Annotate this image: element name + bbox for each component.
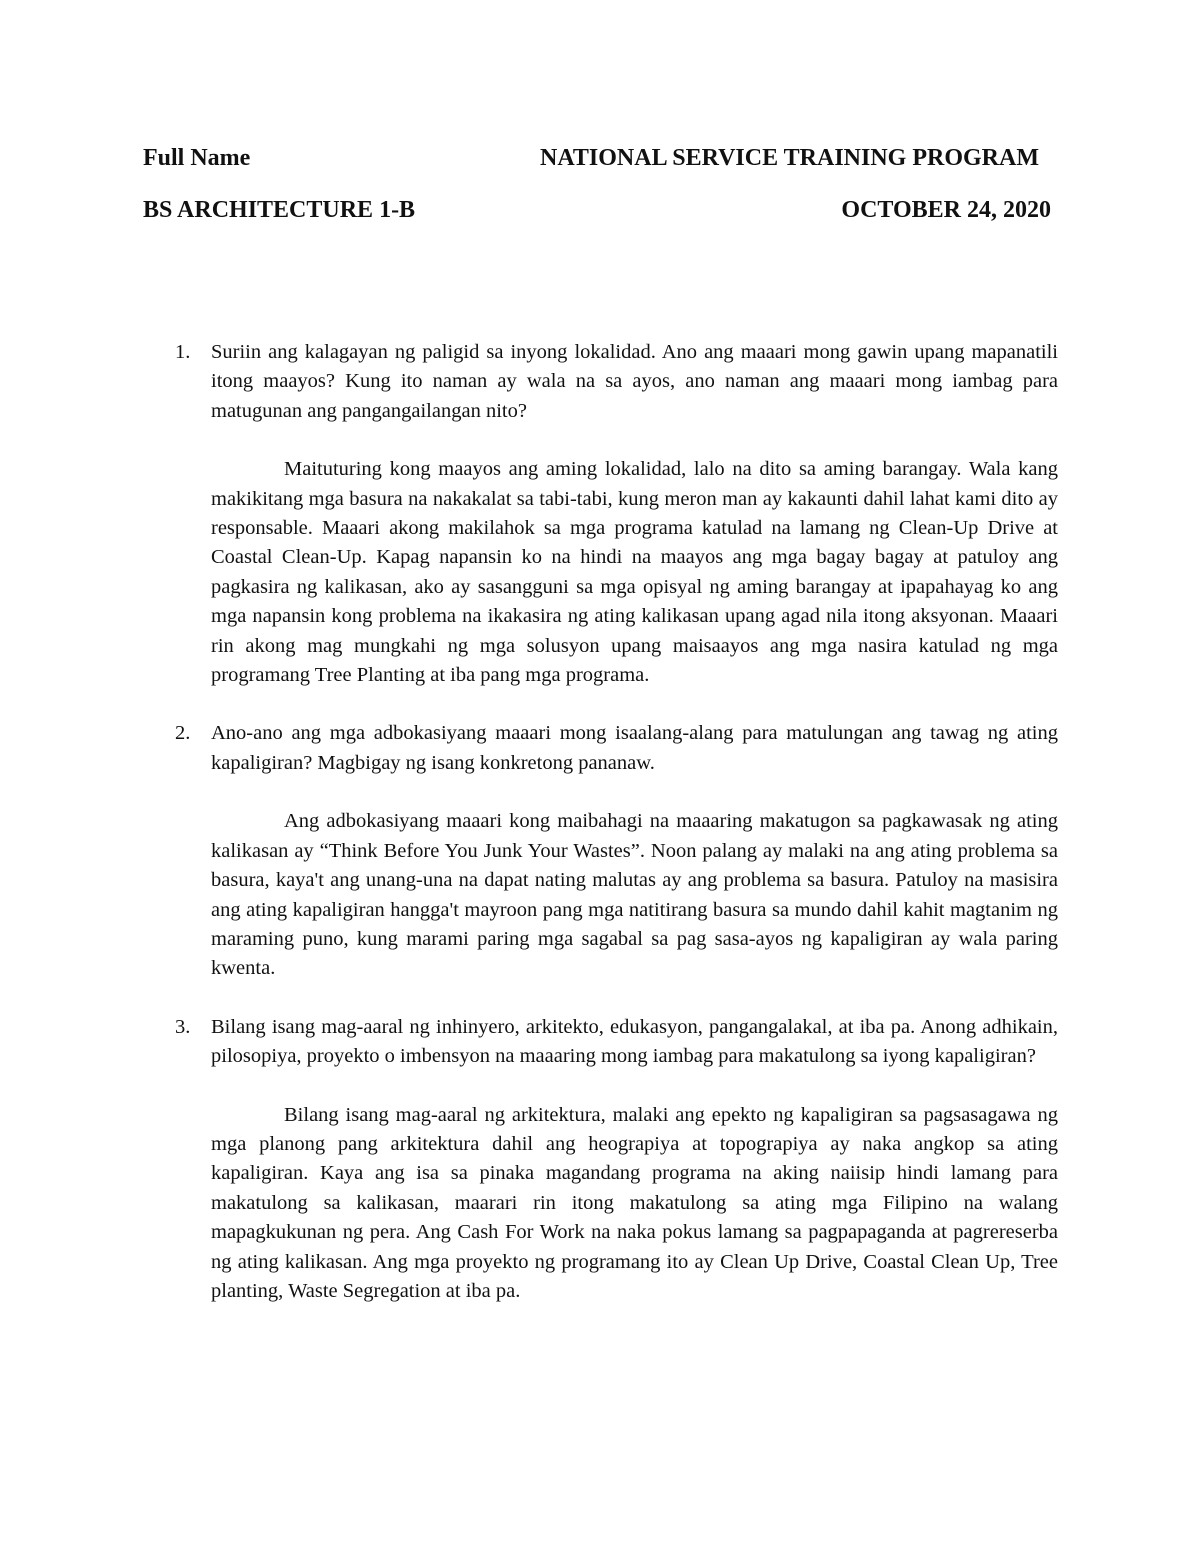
question-1: [143, 338, 1058, 690]
question-answer: Maituturing kong maayos ang aming lokalidad, lalo na dito sa aming barangay. Wala kang makikitang mga basura na nakakalat sa tabi-tabi, kung meron man ay kakaunti dahil lahat kami dito ay responsable. Maaari akong makilahok sa mga programa katulad na lamang ng Clean-Up Drive at Coastal Clean-Up. Kapag napansin ko na hindi na maayos ang mga bagay bagay at patuloy ang pagkasira ng kalikasan, ako ay sasangguni sa mga opisyal ng aming barangay at ipapahayag ko ang mga napansin kong problema na ikakasira ng ating kalikasan upang agad nila itong aksyonan. Maaari rin akong mag mungkahi ng mga solusyon upang maisaayos ang mga nasira katulad ng mga programang Tree Planting at iba pang mga programa.: [211, 458, 1058, 687]
question-2: [143, 719, 1058, 983]
question-number: 2.: [175, 722, 191, 745]
date-label: OCTOBER 24, 2020: [841, 197, 1051, 223]
program-title: NATIONAL SERVICE TRAINING PROGRAM: [540, 145, 1039, 171]
header-row-1: [143, 144, 1051, 172]
question-number: 3.: [175, 1015, 191, 1038]
question-list: [143, 338, 1058, 1306]
question-prompt: Suriin ang kalagayan ng paligid sa inyong lokalidad. Ano ang maaari mong gawin upang mapanatili itong maayos? Kung ito naman ay wala na sa ayos, ano naman ang maaari mong iambag para matugunan ang pangangailangan nito?: [211, 341, 1058, 422]
question-3: [143, 1013, 1058, 1307]
question-prompt: Ano-ano ang mga adbokasiyang maaari mong isaalang-alang para matulungan ang tawag ng ating kapaligiran? Magbigay ng isang konkretong pananaw.: [211, 722, 1058, 774]
header-row-2: [143, 196, 1051, 224]
question-answer: Ang adbokasiyang maaari kong maibahagi na maaaring makatugon sa pagkawasak ng ating kalikasan ay “Think Before You Junk Your Wastes”. Noon palang ay malaki na ang ating problema sa basura, kaya't ang unang-una na dapat nating malutas ay ang problema sa basura. Patuloy na masisira ang ating kapaligiran hangga't mayroon pang mga natitirang basura sa mundo dahil kahit magtanim ng maraming puno, kung marami paring mga sagabal sa pag sasa-ayos ng kapaligiran ay wala paring kwenta.: [211, 810, 1058, 980]
question-prompt: Bilang isang mag-aaral ng inhinyero, arkitekto, edukasyon, pangangalakal, at iba pa. Anong adhikain, pilosopiya, proyekto o imbensyon na maaaring mong iambag para makatulong sa iyong kapaligiran?: [211, 1015, 1058, 1068]
question-answer: Bilang isang mag-aaral ng arkitektura, malaki ang epekto ng kapaligiran sa pagsasagawa ng mga planong pang arkitektura dahil ang heograpiya at topograpiya ay naka angkop sa ating kapaligiran. Kaya ang isa sa pinaka magandang programa na aking naiisip hindi lamang para makatulong sa kalikasan, maarari rin itong makatulong sa ating mga Filipino na walang mapagkukunan ng pera. Ang Cash For Work na naka pokus lamang sa pagpapaganda at pagrereserba ng ating kalikasan. Ang mga proyekto ng programang ito ay Clean Up Drive, Coastal Clean Up, Tree planting, Waste Segregation at iba pa.: [211, 1103, 1058, 1302]
name-label: Full Name: [143, 145, 251, 171]
question-number: 1.: [175, 341, 191, 363]
section-label: BS ARCHITECTURE 1-B: [143, 197, 416, 223]
